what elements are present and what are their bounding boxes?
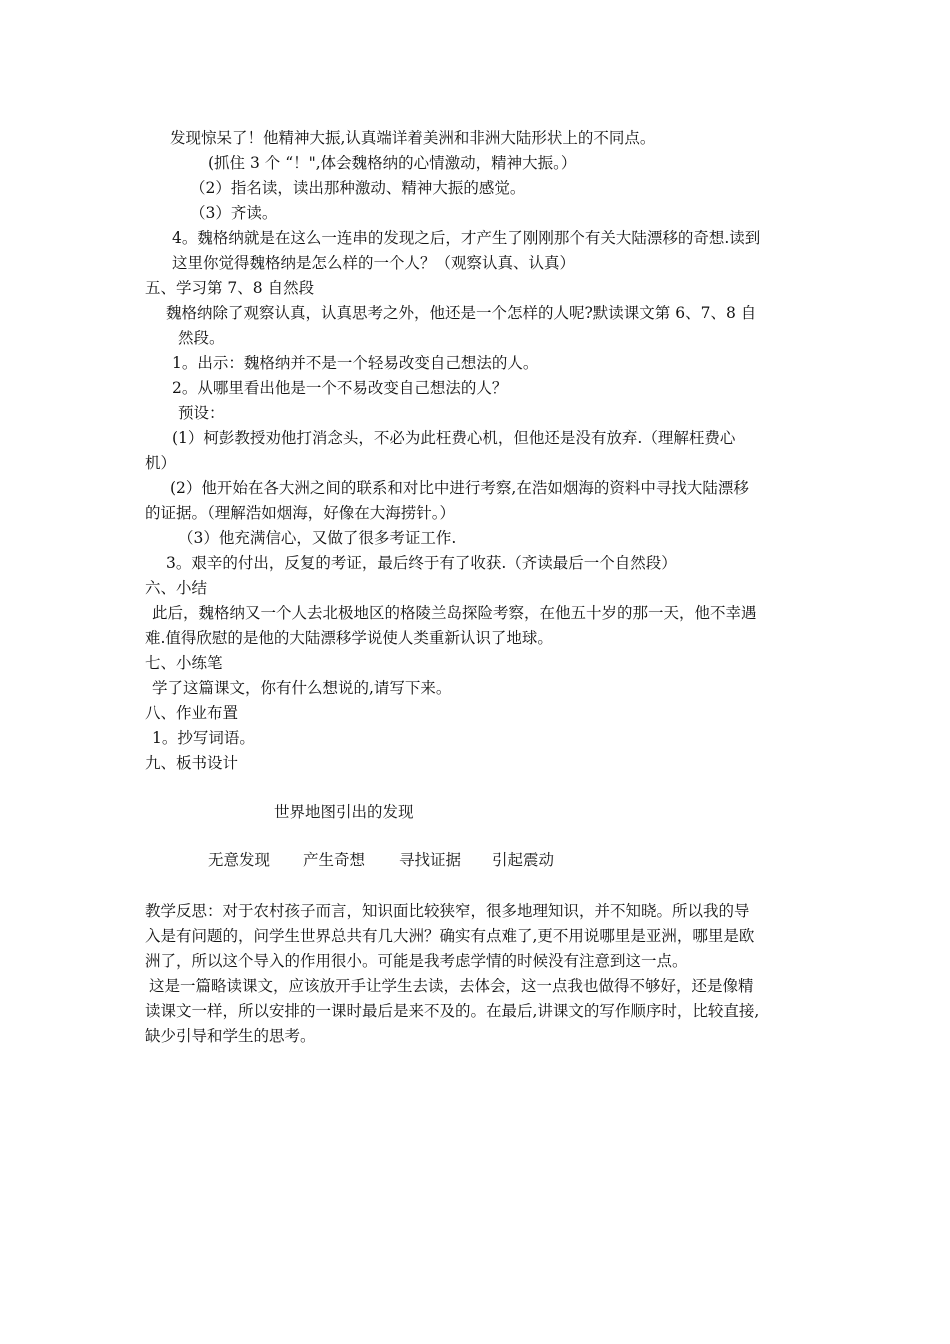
reflection-line: 洲了，所以这个导入的作用很小。可能是我考虑学情的时候没有注意到这一点。 bbox=[145, 952, 688, 970]
text-line: (抓住 3 个 “！",体会魏格纳的心情激动，精神大振。） bbox=[208, 154, 577, 172]
section-heading: 六、小结 bbox=[145, 579, 208, 597]
text-line: 机） bbox=[145, 454, 177, 472]
board-item: 寻找证据 bbox=[399, 851, 462, 869]
section-heading: 五、学习第 7、8 自然段 bbox=[145, 279, 315, 297]
section-heading: 九、板书设计 bbox=[145, 754, 239, 772]
board-item: 引起震动 bbox=[492, 851, 555, 869]
board-item: 无意发现 bbox=[208, 851, 271, 869]
text-line: 学了这篇课文，你有什么想说的,请写下来。 bbox=[152, 679, 452, 697]
text-line: (1）柯彭教授劝他打消念头，不必为此枉费心机，但他还是没有放弃.（理解枉费心 bbox=[172, 429, 736, 447]
reflection-line: 这是一篇略读课文，应该放开手让学生去读，去体会，这一点我也做得不够好，还是像精 bbox=[149, 977, 754, 995]
section-heading: 八、作业布置 bbox=[145, 704, 239, 722]
text-line: （3）他充满信心，又做了很多考证工作. bbox=[178, 529, 457, 547]
text-line: 难.值得欣慰的是他的大陆漂移学说使人类重新认识了地球。 bbox=[145, 629, 553, 647]
text-line: 3。艰辛的付出，反复的考证，最后终于有了收获.（齐读最后一个自然段） bbox=[166, 554, 677, 572]
section-heading: 七、小练笔 bbox=[145, 654, 223, 672]
text-line: 4。魏格纳就是在这么一连串的发现之后，才产生了刚刚那个有关大陆漂移的奇想.读到 bbox=[172, 229, 761, 247]
board-title: 世界地图引出的发现 bbox=[274, 803, 414, 821]
text-line: 1。抄写词语。 bbox=[152, 729, 255, 747]
text-line: 1。出示：魏格纳并不是一个轻易改变自己想法的人。 bbox=[172, 354, 539, 372]
board-item: 产生奇想 bbox=[303, 851, 366, 869]
text-line: 发现惊呆了！他精神大振,认真端详着美洲和非洲大陆形状上的不同点。 bbox=[170, 129, 656, 147]
text-line: 预设： bbox=[178, 404, 225, 422]
text-line: 这里你觉得魏格纳是怎么样的一个人？（观察认真、认真） bbox=[172, 254, 576, 272]
reflection-line: 读课文一样，所以安排的一课时最后是来不及的。在最后,讲课文的写作顺序时，比较直接, bbox=[145, 1002, 760, 1020]
reflection-line: 入是有问题的，问学生世界总共有几大洲？确实有点难了,更不用说哪里是亚洲，哪里是欧 bbox=[145, 927, 755, 945]
text-line: （3）齐读。 bbox=[190, 204, 278, 222]
text-line: 此后，魏格纳又一个人去北极地区的格陵兰岛探险考察，在他五十岁的那一天，他不幸遇 bbox=[152, 604, 757, 622]
text-line: 魏格纳除了观察认真，认真思考之外，他还是一个怎样的人呢?默读课文第 6、7、8 自 bbox=[166, 304, 757, 322]
reflection-line: 缺少引导和学生的思考。 bbox=[145, 1027, 316, 1045]
text-line: 的证据。（理解浩如烟海，好像在大海捞针。） bbox=[145, 504, 456, 522]
text-line: （2）指名读，读出那种激动、精神大振的感觉。 bbox=[190, 179, 526, 197]
text-line: (2）他开始在各大洲之间的联系和对比中进行考察,在浩如烟海的资料中寻找大陆漂移 bbox=[170, 479, 749, 497]
text-line: 然段。 bbox=[178, 329, 225, 347]
text-line: 2。从哪里看出他是一个不易改变自己想法的人？ bbox=[172, 379, 508, 397]
reflection-line: 教学反思：对于农村孩子而言，知识面比较狭窄，很多地理知识，并不知晓。所以我的导 bbox=[145, 902, 750, 920]
